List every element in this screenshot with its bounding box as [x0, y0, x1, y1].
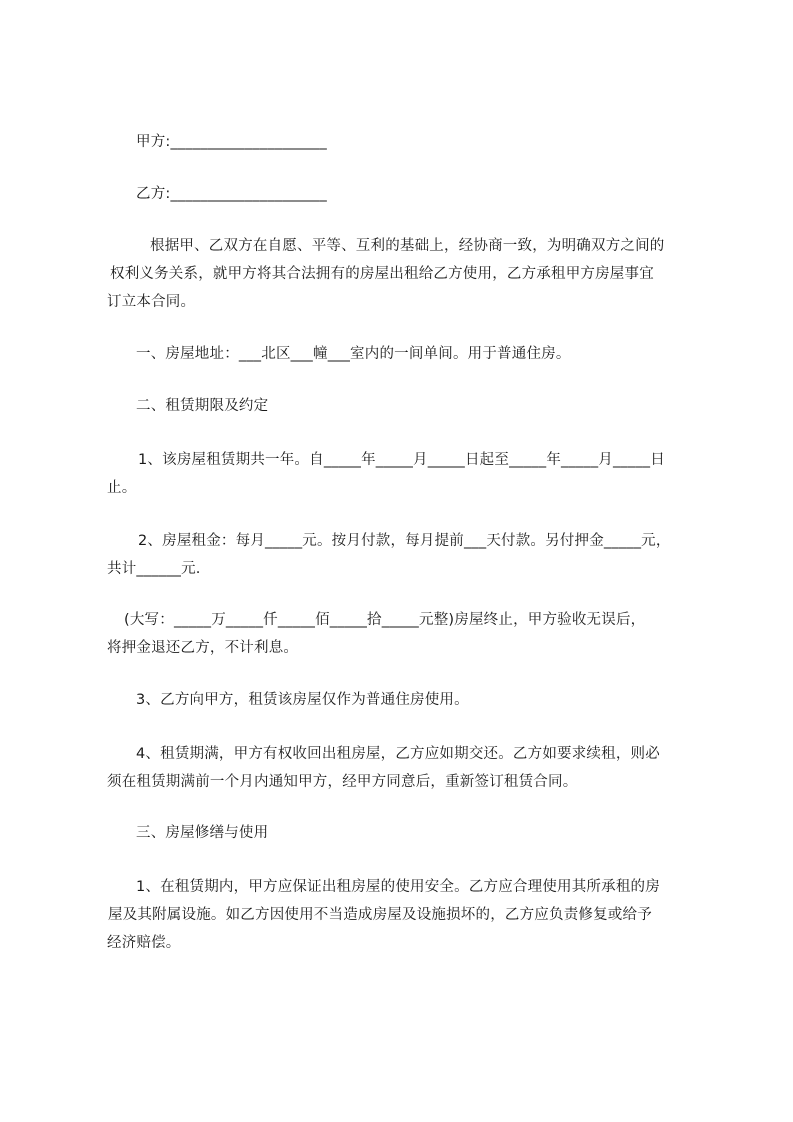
- item-2-4-line-1: 4、租赁期满，甲方有权收回出租房屋，乙方应如期交还。乙方如要求续租，则必: [136, 746, 660, 762]
- intro-line-3: 订立本合同。: [107, 294, 196, 310]
- intro-line-2: 权利义务关系，就甲方将其合法拥有的房屋出租给乙方使用，乙方承租甲方房屋事宜: [110, 266, 654, 282]
- section-2-title: 二、租赁期限及约定: [136, 398, 269, 414]
- item-3-1-line-1: 1、在租赁期内，甲方应保证出租房屋的使用安全。乙方应合理使用其所承租的房: [136, 879, 660, 895]
- item-2-2-daxie-line-1: (大写：_____万_____仟_____佰_____拾_____元整)房屋终止，甲方验收无误后，: [124, 612, 646, 628]
- item-2-3: 3、乙方向甲方，租赁该房屋仅作为普通住房使用。: [136, 692, 469, 708]
- item-2-2-daxie-line-2: 将押金退还乙方，不计利息。: [107, 640, 299, 656]
- item-2-1-line-1: 1、该房屋租赁期共一年。自_____年_____月_____日起至_____年_____月_____日: [138, 452, 665, 468]
- party-a-line: 甲方:_____________________: [136, 134, 327, 150]
- item-2-4-line-2: 须在租赁期满前一个月内通知甲方，经甲方同意后，重新签订租赁合同。: [107, 774, 578, 790]
- section-1-address: 一、房屋地址：___北区___幢___室内的一间单间。用于普通住房。: [136, 346, 571, 362]
- section-3-title: 三、房屋修缮与使用: [136, 825, 269, 841]
- item-3-1-line-2: 屋及其附属设施。如乙方因使用不当造成房屋及设施损坏的，乙方应负责修复或给予: [108, 907, 652, 923]
- item-2-2-line-1: 2、房屋租金：每月_____元。按月付款，每月提前___天付款。另付押金_____元，: [138, 533, 671, 549]
- item-3-1-line-3: 经济赔偿。: [107, 935, 181, 951]
- intro-line-1: 根据甲、乙双方在自愿、平等、互利的基础上，经协商一致，为明确双方之间的: [150, 238, 665, 254]
- party-b-line: 乙方:_____________________: [136, 186, 327, 202]
- item-2-2-line-2: 共计______元.: [107, 561, 201, 577]
- item-2-1-line-2: 止。: [107, 480, 137, 496]
